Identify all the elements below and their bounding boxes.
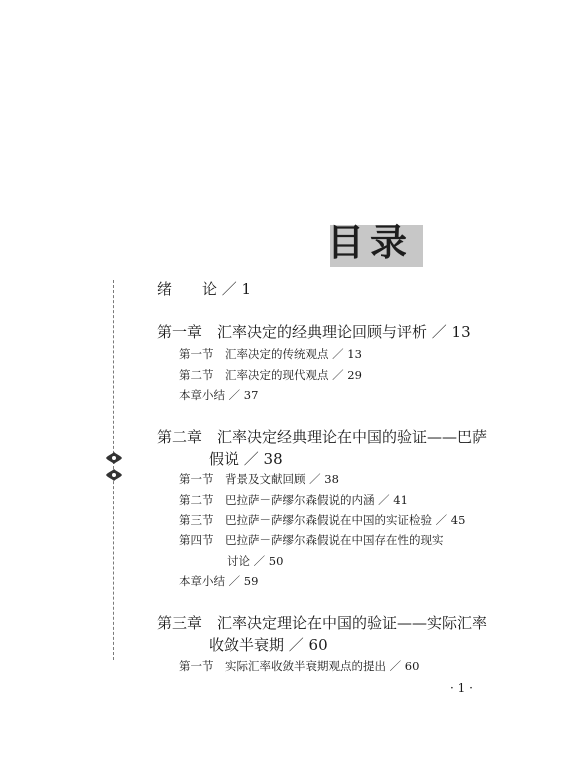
toc-entry-chapter-2[interactable]: 第二章 汇率决定经典理论在中国的验证——巴萨 [157, 428, 488, 446]
toc-entry-chapter-3-cont[interactable]: 收敛半衰期 ／ 60 [209, 636, 328, 654]
toc-entry-section-cont[interactable]: 讨论 ／ 50 [227, 554, 284, 568]
toc-entry-section[interactable]: 第一节 汇率决定的传统观点 ／ 13 [179, 347, 362, 361]
toc-entry-section[interactable]: 第二节 汇率决定的现代观点 ／ 29 [179, 368, 362, 382]
toc-entry-chapter-3[interactable]: 第三章 汇率决定理论在中国的验证——实际汇率 [157, 614, 488, 632]
toc-title [327, 219, 423, 267]
page-number: · 1 · [450, 681, 473, 695]
toc-entry-section[interactable]: 第四节 巴拉萨－萨缪尔森假说在中国存在性的现实 [179, 533, 444, 547]
toc-title-text: 目录 [327, 221, 413, 264]
ornament-icon [105, 468, 123, 482]
ornament-icon [105, 451, 123, 465]
toc-entry-section[interactable]: 第三节 巴拉萨－萨缪尔森假说在中国的实证检验 ／ 45 [179, 513, 466, 527]
toc-entry-chapter-1[interactable]: 第一章 汇率决定的经典理论回顾与评析 ／ 13 [157, 323, 471, 341]
toc-entry-section[interactable]: 第二节 巴拉萨－萨缪尔森假说的内涵 ／ 41 [179, 493, 408, 507]
toc-entry-introduction[interactable]: 绪 论 ／ 1 [157, 280, 252, 298]
toc-entry-chapter-summary[interactable]: 本章小结 ／ 59 [179, 574, 259, 588]
toc-entry-section[interactable]: 第一节 背景及文献回顾 ／ 38 [179, 472, 339, 486]
toc-entry-chapter-2-cont[interactable]: 假说 ／ 38 [209, 450, 283, 468]
toc-entry-section[interactable]: 第一节 实际汇率收敛半衰期观点的提出 ／ 60 [179, 659, 420, 673]
toc-entry-chapter-summary[interactable]: 本章小结 ／ 37 [179, 388, 259, 402]
